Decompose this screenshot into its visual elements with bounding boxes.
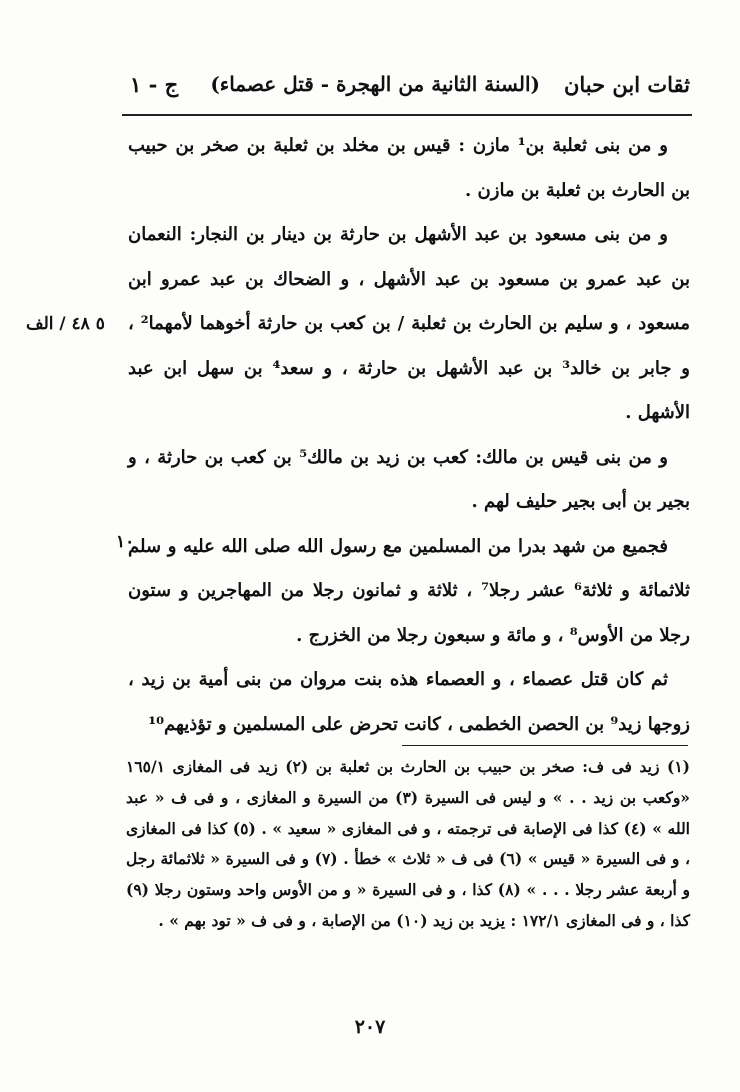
footnotes: (١) زيد فى ف: صخر بن حبيب بن الحارث بن ثعلبة بن (٢) زيد فى المغازى ١٦٥/١ «وكعب بن زيد . . » و ليس فى السيرة (٣) من السيرة و المغازى ، و فى ف « عبد الله » (٤) كذا فى الإصابة فى ترجمته ، و فى المغازى « سعيد » . (٥) كذا فى المغازى ، و فى السيرة « قيس » (٦) فى ف « ثلاث » خطأ . (٧) و فى السيرة « ثلاثمائة رجل و أربعة عشر رجلا . . . » (٨) كذا ، و فى السيرة « و من الأوس واحد وستون رجلا (٩) كذا ، و فى المغازى ١٧٢/١ : يزيد بن زيد (١٠) من الإصابة ، و فى ف « تود بهم » .	[126, 757, 691, 930]
page-number: ٢٠٧	[354, 1016, 386, 1038]
footnote-rule	[402, 745, 688, 746]
book-title: ثقات ابن حبان	[563, 72, 690, 97]
folio-marker: ٥ ٤٨ / الف	[26, 314, 105, 334]
paragraph: فجميع من شهد بدرا من المسلمين مع رسول الله صلى الله عليه و سلم ثلاثمائة و ثلاثة⁶ عشر رجلا⁷ ، ثلاثة و ثمانون رجلا من المهاجرين و ستون رجلا من الأوس⁸ ، و مائة و سبعون رجلا من الخزرج .	[128, 535, 690, 646]
running-header	[130, 72, 690, 108]
paragraph: و من بنى قيس بن مالك: كعب بن زيد بن مالك⁵ بن كعب بن حارثة ، و بجير بن أبى بجير حليف لهم .	[128, 446, 690, 512]
paragraph: و من بنى مسعود بن عبد الأشهل بن حارثة بن دينار بن النجار: النعمان بن عبد عمرو بن مسعود بن عبد الأشهل ، و الضحاك بن عبد عمرو ابن مسعود ، و سليم بن الحارث بن ثعلبة / بن كعب بن حارثة أخوهما لأمهما² ، و جابر بن خالد³ بن عبد الأشهل بن حارثة ، و سعد⁴ بن سهل ابن عبد الأشهل .	[128, 224, 691, 423]
volume-number: ج - ١	[130, 72, 179, 97]
header-rule	[122, 114, 692, 116]
main-text	[128, 124, 690, 747]
line-number: ١٠	[116, 532, 135, 552]
section-title: (السنة الثانية من الهجرة - قتل عصماء)	[210, 72, 540, 96]
paragraph: ثم كان قتل عصماء ، و العصماء هذه بنت مروان من بنى أمية بن زيد ، زوجها زيد⁹ بن الحصن الخطمى ، كانت تحرض على المسلمين و تؤذيهم¹⁰	[128, 669, 690, 735]
paragraph: و من بنى ثعلبة بن¹ مازن : قيس بن مخلد بن ثعلبة بن صخر بن حبيب بن الحارث بن ثعلبة بن مازن .	[128, 135, 690, 201]
